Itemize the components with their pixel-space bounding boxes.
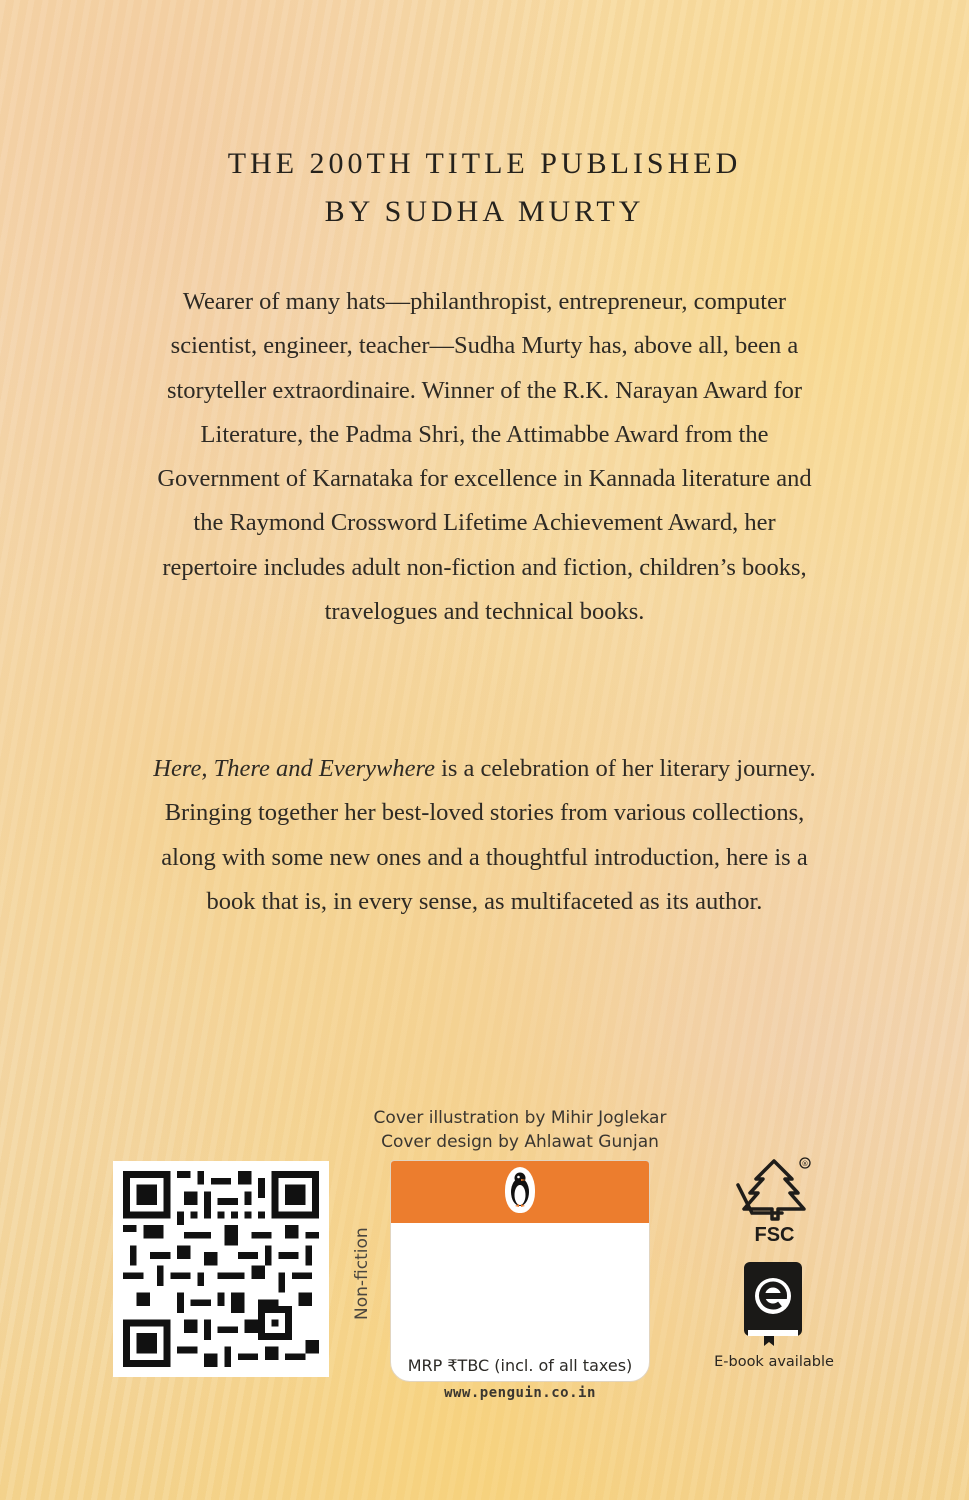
blurb-paragraph-2-text: is a celebration of her literary journey. Bringing together her best-loved stories from various collections, along with some new ones and a thoughtful introduction, here is a book that is, in every sense, as multifaceted as its author.	[161, 755, 816, 915]
price-box	[390, 1160, 650, 1382]
penguin-logo-icon	[505, 1167, 535, 1213]
headline-line-1: THE 200TH TITLE PUBLISHED	[227, 147, 742, 180]
publisher-url[interactable]: www.penguin.co.in	[444, 1385, 596, 1401]
price-box-band	[391, 1161, 649, 1223]
book-title: Here, There and Everywhere	[153, 755, 435, 782]
blurb-paragraph-1: Wearer of many hats—philanthropist, entrepreneur, computer scientist, engineer, teacher—Sudha Murty has, above all, been a storyteller extraordinaire. Winner of the R.K. Narayan Award for Literature, the Padma Shri, the Attimabbe Award from the Government of Karnataka for excellence in Kannada literature and the Raymond Crossword Lifetime Achievement Award, her repertoire includes adult non-fiction and fiction, children’s books, travelogues and technical books.	[157, 288, 812, 626]
ebook-label: E-book available	[714, 1354, 834, 1370]
fsc-label: FSC	[754, 1224, 795, 1246]
headline-line-2: BY SUDHA MURTY	[324, 195, 645, 228]
ebook-icon	[742, 1260, 804, 1348]
cover-credits	[340, 1106, 700, 1154]
qr-code-icon[interactable]	[113, 1161, 329, 1377]
registered-mark: ®	[801, 1160, 809, 1168]
blurb-paragraph-2	[150, 747, 819, 924]
mrp-price: MRP ₹TBC (incl. of all taxes)	[407, 1356, 633, 1375]
illustration-credit: Cover illustration by Mihir Joglekar	[373, 1108, 667, 1128]
headline	[0, 140, 969, 236]
category-label: Non-fiction	[352, 1227, 372, 1320]
design-credit: Cover design by Ahlawat Gunjan	[381, 1132, 659, 1152]
